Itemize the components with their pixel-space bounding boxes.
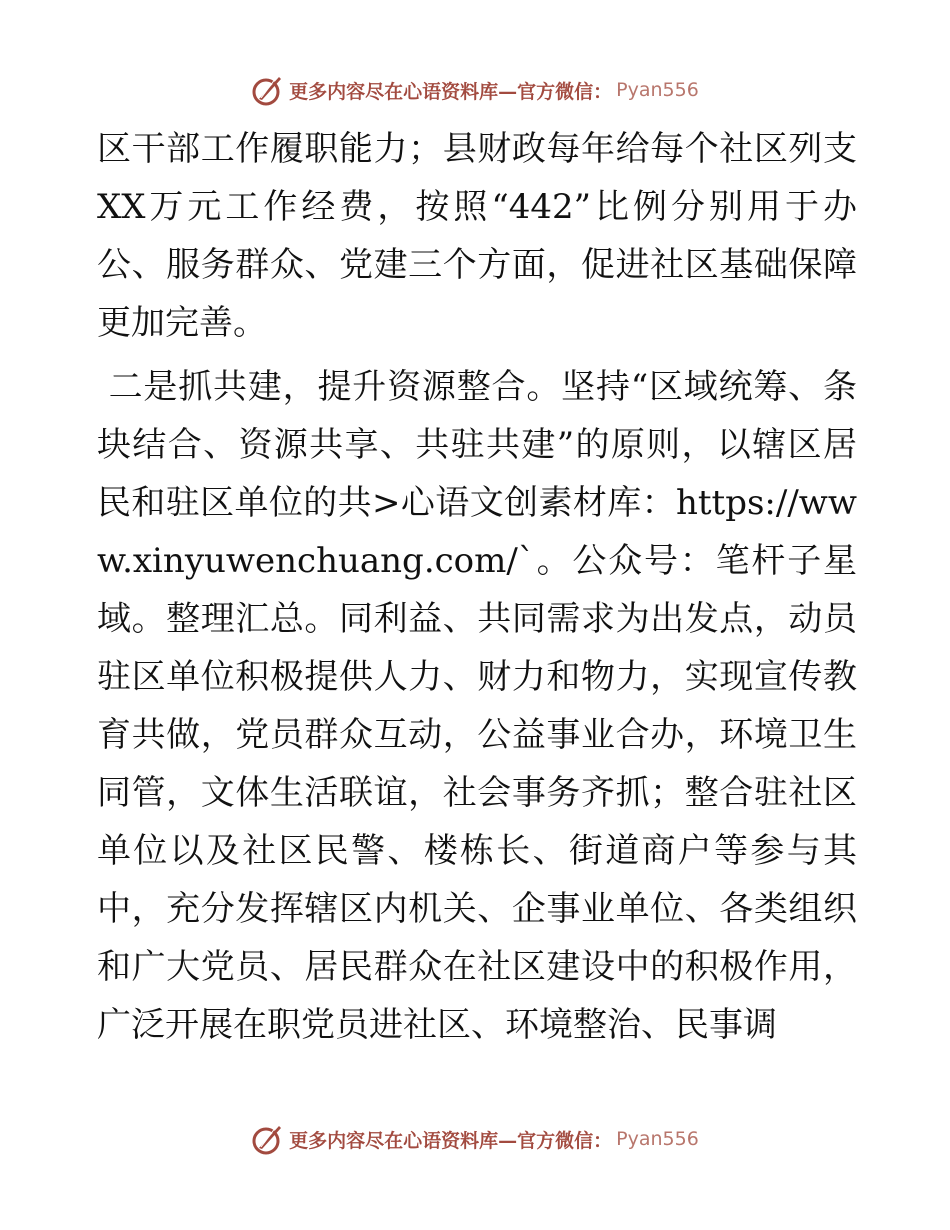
footer-banner-text: 更多内容尽在心语资料库—官方微信： [289,1129,613,1152]
footer-wechat-handle: Pyan556 [616,1128,699,1150]
quill-pen-logo-icon [251,1122,285,1156]
page-footer [0,1119,950,1159]
paragraph-2: 二是抓共建，提升资源整合。坚持“区域统筹、条块结合、资源共享、共驻共建”的原则，以辖区居民和驻区单位的共>心语文创素材库：https://www.xinyuwenchuang.com/`。公众号：笔杆子星域。整理汇总。同利益、共同需求为出发点，动员驻区单位积极提供人力、财力和物力，实现宣传教育共做，党员群众互动，公益事业合办，环境卫生同管，文体生活联谊，社会事务齐抓；整合驻社区单位以及社区民警、楼栋长、街道商户等参与其中，充分发挥辖区内机关、企事业单位、各类组织和广大党员、居民群众在社区建设中的积极作用，广泛开展在职党员进社区、环境整治、民事调 [97,367,857,1045]
footer-banner [251,1122,699,1156]
quill-pen-logo-icon [251,73,285,107]
document-body [97,120,857,1054]
paragraph-1: 区干部工作履职能力；县财政每年给每个社区列支XX万元工作经费，按照“442”比例分别用于办公、服务群众、党建三个方面，促进社区基础保障更加完善。 [97,129,857,343]
header-banner-text: 更多内容尽在心语资料库—官方微信： [289,80,613,103]
header-wechat-handle: Pyan556 [616,79,699,101]
header-banner [251,73,699,107]
page-header [0,70,950,110]
